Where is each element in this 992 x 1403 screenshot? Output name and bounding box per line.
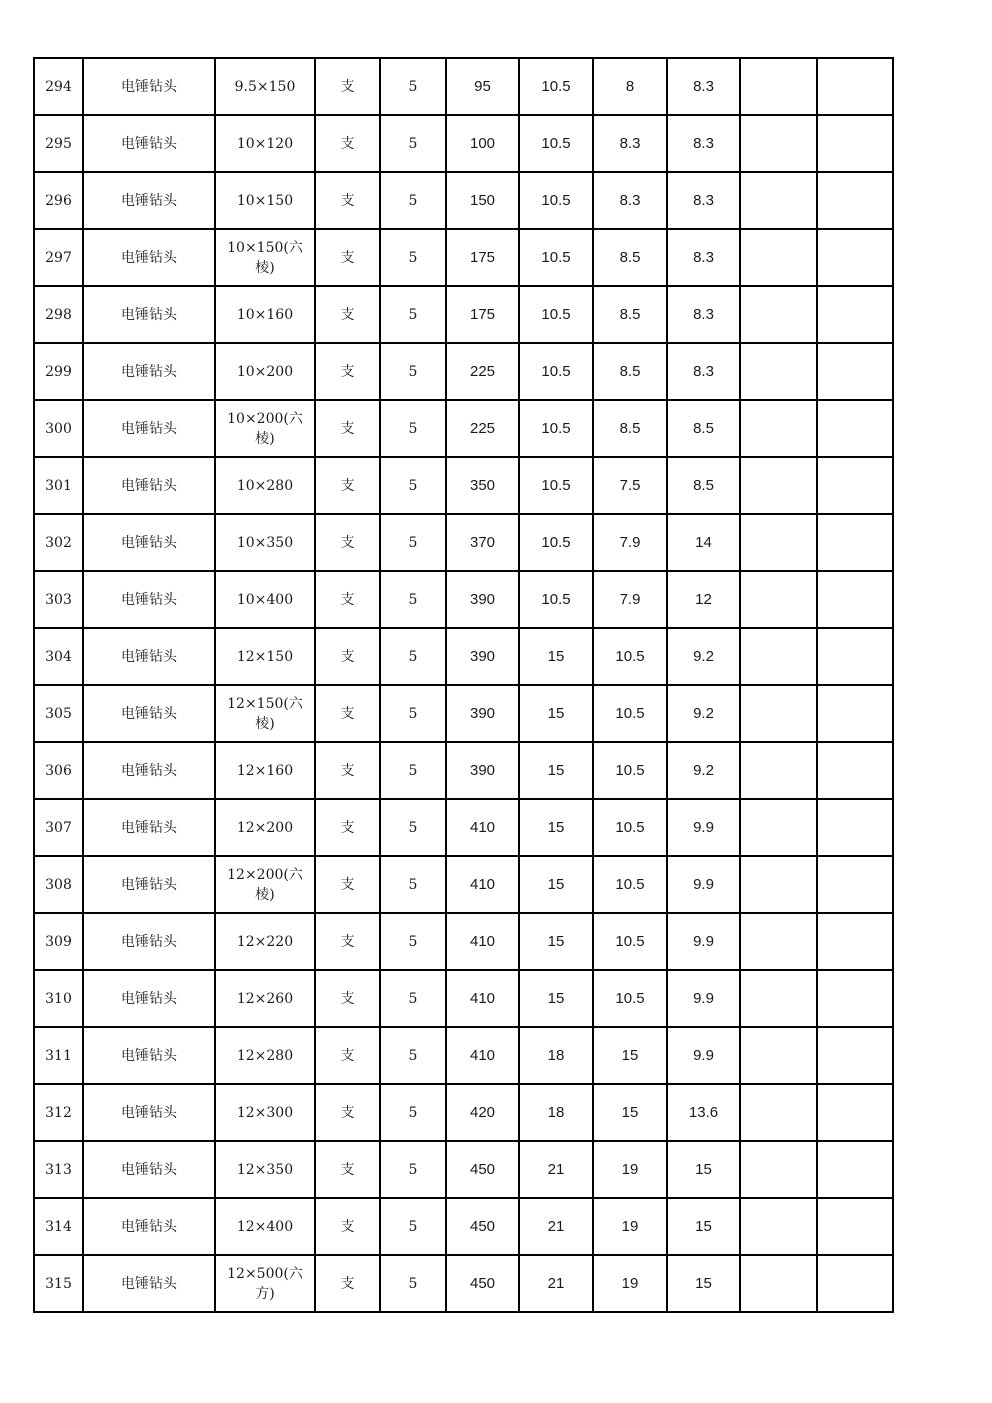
cell-quantity: 5 [380,400,446,457]
cell-value-2: 15 [519,799,593,856]
cell-specification: 10×200(六棱) [215,400,315,457]
cell-empty-1 [740,1084,817,1141]
cell-empty-1 [740,1141,817,1198]
cell-item-number: 297 [34,229,83,286]
cell-quantity: 5 [380,571,446,628]
cell-product-name: 电锤钻头 [83,913,215,970]
cell-unit: 支 [315,457,380,514]
table-row [34,742,893,799]
cell-product-name: 电锤钻头 [83,628,215,685]
cell-specification: 12×220 [215,913,315,970]
cell-item-number: 310 [34,970,83,1027]
cell-value-1: 410 [446,799,519,856]
cell-item-number: 305 [34,685,83,742]
cell-unit: 支 [315,1027,380,1084]
cell-value-2: 15 [519,742,593,799]
cell-quantity: 5 [380,1198,446,1255]
cell-quantity: 5 [380,628,446,685]
table-row [34,58,893,115]
cell-empty-2 [817,1255,893,1312]
table-row [34,457,893,514]
cell-value-3: 8.5 [593,286,667,343]
cell-empty-1 [740,58,817,115]
cell-empty-2 [817,115,893,172]
cell-quantity: 5 [380,685,446,742]
cell-empty-2 [817,1198,893,1255]
cell-value-1: 225 [446,400,519,457]
cell-value-2: 15 [519,856,593,913]
cell-quantity: 5 [380,229,446,286]
cell-product-name: 电锤钻头 [83,1255,215,1312]
cell-value-3: 19 [593,1255,667,1312]
cell-value-4: 12 [667,571,740,628]
table-row [34,115,893,172]
cell-value-1: 390 [446,628,519,685]
cell-empty-2 [817,286,893,343]
table-row [34,970,893,1027]
cell-quantity: 5 [380,457,446,514]
cell-unit: 支 [315,115,380,172]
cell-empty-1 [740,628,817,685]
cell-value-4: 9.2 [667,742,740,799]
cell-empty-2 [817,400,893,457]
cell-item-number: 298 [34,286,83,343]
price-table [33,57,894,1313]
cell-product-name: 电锤钻头 [83,1141,215,1198]
cell-unit: 支 [315,856,380,913]
cell-empty-1 [740,685,817,742]
cell-value-3: 10.5 [593,970,667,1027]
cell-item-number: 304 [34,628,83,685]
cell-empty-1 [740,343,817,400]
cell-value-4: 8.3 [667,172,740,229]
cell-product-name: 电锤钻头 [83,856,215,913]
cell-specification: 12×500(六方) [215,1255,315,1312]
cell-empty-1 [740,457,817,514]
cell-product-name: 电锤钻头 [83,799,215,856]
cell-value-1: 100 [446,115,519,172]
cell-specification: 12×260 [215,970,315,1027]
cell-value-4: 9.9 [667,856,740,913]
cell-value-2: 21 [519,1141,593,1198]
cell-product-name: 电锤钻头 [83,229,215,286]
cell-specification: 10×350 [215,514,315,571]
table-row [34,1141,893,1198]
cell-value-2: 10.5 [519,172,593,229]
table-row [34,799,893,856]
cell-value-1: 390 [446,742,519,799]
cell-value-4: 8.3 [667,286,740,343]
cell-empty-2 [817,799,893,856]
cell-item-number: 299 [34,343,83,400]
cell-product-name: 电锤钻头 [83,286,215,343]
cell-quantity: 5 [380,343,446,400]
cell-unit: 支 [315,1141,380,1198]
cell-product-name: 电锤钻头 [83,685,215,742]
cell-quantity: 5 [380,172,446,229]
cell-value-3: 10.5 [593,628,667,685]
cell-value-3: 8.5 [593,343,667,400]
cell-empty-1 [740,1198,817,1255]
cell-value-3: 10.5 [593,685,667,742]
cell-value-3: 15 [593,1027,667,1084]
cell-empty-1 [740,400,817,457]
cell-value-1: 450 [446,1255,519,1312]
cell-value-4: 9.9 [667,1027,740,1084]
cell-value-1: 410 [446,856,519,913]
cell-value-4: 15 [667,1198,740,1255]
cell-unit: 支 [315,1255,380,1312]
cell-unit: 支 [315,1198,380,1255]
cell-unit: 支 [315,172,380,229]
cell-value-2: 10.5 [519,571,593,628]
cell-product-name: 电锤钻头 [83,400,215,457]
cell-quantity: 5 [380,856,446,913]
cell-value-4: 9.9 [667,913,740,970]
cell-empty-1 [740,799,817,856]
cell-empty-2 [817,1141,893,1198]
cell-item-number: 302 [34,514,83,571]
cell-empty-1 [740,229,817,286]
cell-value-3: 10.5 [593,856,667,913]
cell-value-2: 15 [519,628,593,685]
cell-specification: 10×160 [215,286,315,343]
cell-quantity: 5 [380,742,446,799]
cell-product-name: 电锤钻头 [83,1027,215,1084]
cell-empty-2 [817,1027,893,1084]
cell-empty-1 [740,1027,817,1084]
cell-value-2: 10.5 [519,58,593,115]
cell-value-2: 10.5 [519,457,593,514]
cell-empty-2 [817,571,893,628]
cell-empty-2 [817,172,893,229]
cell-specification: 12×160 [215,742,315,799]
cell-empty-2 [817,457,893,514]
cell-item-number: 308 [34,856,83,913]
cell-value-2: 21 [519,1198,593,1255]
table-row [34,1198,893,1255]
cell-specification: 10×400 [215,571,315,628]
cell-value-2: 10.5 [519,229,593,286]
cell-product-name: 电锤钻头 [83,343,215,400]
cell-quantity: 5 [380,1255,446,1312]
cell-empty-2 [817,58,893,115]
cell-empty-2 [817,742,893,799]
cell-value-2: 10.5 [519,343,593,400]
cell-specification: 12×200 [215,799,315,856]
table-row [34,913,893,970]
cell-quantity: 5 [380,58,446,115]
cell-value-1: 175 [446,286,519,343]
cell-unit: 支 [315,400,380,457]
cell-empty-1 [740,571,817,628]
cell-value-2: 10.5 [519,514,593,571]
cell-value-3: 7.9 [593,571,667,628]
table-row [34,1255,893,1312]
cell-empty-1 [740,913,817,970]
cell-value-1: 410 [446,970,519,1027]
cell-empty-1 [740,742,817,799]
cell-quantity: 5 [380,913,446,970]
cell-value-3: 10.5 [593,742,667,799]
cell-unit: 支 [315,628,380,685]
cell-specification: 12×280 [215,1027,315,1084]
table-row [34,286,893,343]
cell-empty-1 [740,856,817,913]
cell-specification: 10×120 [215,115,315,172]
cell-value-4: 8.3 [667,343,740,400]
cell-value-3: 8.3 [593,172,667,229]
cell-specification: 10×280 [215,457,315,514]
cell-quantity: 5 [380,1141,446,1198]
cell-empty-1 [740,514,817,571]
cell-value-2: 15 [519,913,593,970]
cell-quantity: 5 [380,799,446,856]
cell-item-number: 296 [34,172,83,229]
cell-value-2: 18 [519,1027,593,1084]
cell-product-name: 电锤钻头 [83,172,215,229]
cell-unit: 支 [315,343,380,400]
table-row [34,1027,893,1084]
cell-item-number: 294 [34,58,83,115]
cell-empty-1 [740,115,817,172]
cell-value-1: 175 [446,229,519,286]
cell-value-4: 9.9 [667,799,740,856]
cell-specification: 10×150 [215,172,315,229]
cell-specification: 12×350 [215,1141,315,1198]
cell-value-2: 15 [519,685,593,742]
cell-value-1: 450 [446,1198,519,1255]
cell-value-3: 7.5 [593,457,667,514]
cell-item-number: 307 [34,799,83,856]
cell-value-3: 8.5 [593,229,667,286]
cell-empty-2 [817,229,893,286]
cell-value-1: 390 [446,571,519,628]
cell-value-1: 350 [446,457,519,514]
cell-specification: 12×150(六棱) [215,685,315,742]
cell-value-1: 450 [446,1141,519,1198]
cell-unit: 支 [315,229,380,286]
cell-value-4: 15 [667,1141,740,1198]
cell-item-number: 313 [34,1141,83,1198]
cell-item-number: 315 [34,1255,83,1312]
cell-specification: 10×150(六棱) [215,229,315,286]
cell-product-name: 电锤钻头 [83,514,215,571]
cell-item-number: 300 [34,400,83,457]
cell-value-2: 10.5 [519,286,593,343]
cell-product-name: 电锤钻头 [83,457,215,514]
cell-item-number: 301 [34,457,83,514]
table-row [34,229,893,286]
cell-value-3: 19 [593,1198,667,1255]
cell-value-1: 150 [446,172,519,229]
cell-quantity: 5 [380,514,446,571]
cell-quantity: 5 [380,286,446,343]
cell-value-3: 8 [593,58,667,115]
cell-specification: 12×300 [215,1084,315,1141]
cell-value-3: 7.9 [593,514,667,571]
cell-value-4: 9.2 [667,628,740,685]
cell-quantity: 5 [380,115,446,172]
cell-product-name: 电锤钻头 [83,1198,215,1255]
table-row [34,514,893,571]
cell-value-3: 8.5 [593,400,667,457]
cell-value-4: 9.9 [667,970,740,1027]
cell-product-name: 电锤钻头 [83,571,215,628]
cell-product-name: 电锤钻头 [83,742,215,799]
table-row [34,1084,893,1141]
cell-specification: 12×400 [215,1198,315,1255]
cell-empty-2 [817,913,893,970]
cell-unit: 支 [315,286,380,343]
cell-value-1: 95 [446,58,519,115]
cell-item-number: 295 [34,115,83,172]
cell-empty-2 [817,343,893,400]
cell-value-3: 19 [593,1141,667,1198]
cell-empty-2 [817,1084,893,1141]
table-row [34,571,893,628]
cell-value-4: 8.3 [667,58,740,115]
cell-item-number: 306 [34,742,83,799]
cell-empty-1 [740,1255,817,1312]
cell-quantity: 5 [380,970,446,1027]
cell-value-4: 15 [667,1255,740,1312]
cell-product-name: 电锤钻头 [83,115,215,172]
cell-unit: 支 [315,913,380,970]
table-row [34,343,893,400]
cell-specification: 12×150 [215,628,315,685]
cell-empty-2 [817,685,893,742]
cell-product-name: 电锤钻头 [83,58,215,115]
cell-value-4: 14 [667,514,740,571]
cell-value-4: 8.3 [667,115,740,172]
table-body [34,58,893,1312]
table-row [34,172,893,229]
cell-value-3: 10.5 [593,913,667,970]
cell-unit: 支 [315,58,380,115]
cell-value-2: 15 [519,970,593,1027]
cell-value-1: 390 [446,685,519,742]
cell-unit: 支 [315,742,380,799]
cell-empty-2 [817,514,893,571]
table-row [34,856,893,913]
cell-value-2: 21 [519,1255,593,1312]
cell-item-number: 312 [34,1084,83,1141]
cell-item-number: 303 [34,571,83,628]
cell-item-number: 314 [34,1198,83,1255]
table-row [34,400,893,457]
cell-unit: 支 [315,571,380,628]
cell-unit: 支 [315,1084,380,1141]
cell-value-3: 8.3 [593,115,667,172]
cell-value-4: 13.6 [667,1084,740,1141]
cell-value-1: 370 [446,514,519,571]
cell-value-3: 15 [593,1084,667,1141]
cell-value-4: 8.5 [667,457,740,514]
cell-item-number: 311 [34,1027,83,1084]
cell-value-4: 9.2 [667,685,740,742]
cell-empty-1 [740,970,817,1027]
cell-item-number: 309 [34,913,83,970]
cell-value-2: 10.5 [519,115,593,172]
cell-value-2: 10.5 [519,400,593,457]
cell-value-1: 225 [446,343,519,400]
cell-value-1: 420 [446,1084,519,1141]
cell-unit: 支 [315,514,380,571]
table-row [34,628,893,685]
cell-specification: 9.5×150 [215,58,315,115]
cell-empty-1 [740,286,817,343]
cell-product-name: 电锤钻头 [83,1084,215,1141]
cell-empty-2 [817,628,893,685]
cell-value-3: 10.5 [593,799,667,856]
cell-unit: 支 [315,685,380,742]
cell-product-name: 电锤钻头 [83,970,215,1027]
cell-empty-2 [817,970,893,1027]
cell-specification: 10×200 [215,343,315,400]
cell-value-4: 8.3 [667,229,740,286]
cell-quantity: 5 [380,1027,446,1084]
cell-specification: 12×200(六棱) [215,856,315,913]
cell-empty-1 [740,172,817,229]
cell-unit: 支 [315,799,380,856]
cell-value-1: 410 [446,1027,519,1084]
cell-quantity: 5 [380,1084,446,1141]
cell-unit: 支 [315,970,380,1027]
cell-empty-2 [817,856,893,913]
cell-value-4: 8.5 [667,400,740,457]
table-row [34,685,893,742]
cell-value-2: 18 [519,1084,593,1141]
cell-value-1: 410 [446,913,519,970]
